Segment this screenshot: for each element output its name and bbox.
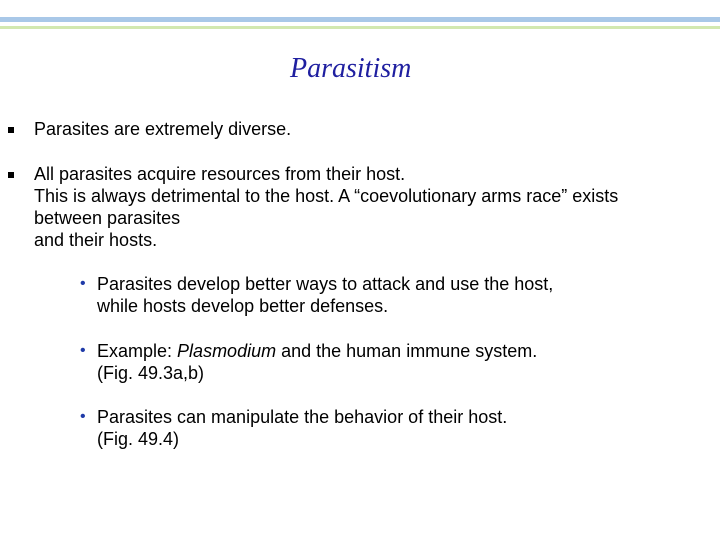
- sub-bullet-1-line-1: Parasites develop better ways to attack and use the host,: [97, 274, 554, 294]
- bullet-text-1: [34, 118, 291, 140]
- sub-bullet-2-prefix: Example:: [97, 341, 178, 361]
- sub-bullet-3: [80, 406, 507, 450]
- sub-bullet-3-line-2: (Fig. 49.4): [97, 429, 180, 449]
- slide-title: Parasitism: [290, 53, 412, 84]
- sub-bullet-1-line-2: while hosts develop better defenses.: [97, 296, 389, 316]
- bullet-square-icon: [8, 172, 14, 178]
- bullet-1-line-1: Parasites are extremely diverse.: [34, 119, 292, 139]
- sub-bullet-2: [80, 340, 537, 384]
- sub-bullet-3-line-1: Parasites can manipulate the behavior of their host.: [97, 407, 508, 427]
- bullet-square-icon: [8, 127, 14, 133]
- sub-bullet-2-line-1: [80, 340, 537, 362]
- bullet-text-2: [34, 163, 618, 251]
- header-band-green: [0, 26, 720, 29]
- bullet-2-line-1: All parasites acquire resources from their host.: [34, 164, 406, 184]
- sub-bullet-2-suffix: and the human immune system.: [276, 341, 538, 361]
- header-band-blue: [0, 17, 720, 22]
- bullet-2-line-4: and their hosts.: [34, 230, 158, 250]
- bullet-2-line-2: This is always detrimental to the host. A “coevolutionary arms race” exists: [34, 186, 619, 206]
- bullet-2-line-3: between parasites: [34, 208, 181, 228]
- sub-bullet-2-italic: Plasmodium: [177, 341, 277, 361]
- sub-bullet-dot-icon: •: [80, 408, 86, 425]
- sub-bullet-2-line-2: (Fig. 49.3a,b): [97, 363, 205, 383]
- sub-bullet-1: [80, 273, 553, 317]
- sub-bullet-dot-icon: •: [80, 275, 86, 292]
- sub-bullet-dot-icon: •: [80, 342, 86, 359]
